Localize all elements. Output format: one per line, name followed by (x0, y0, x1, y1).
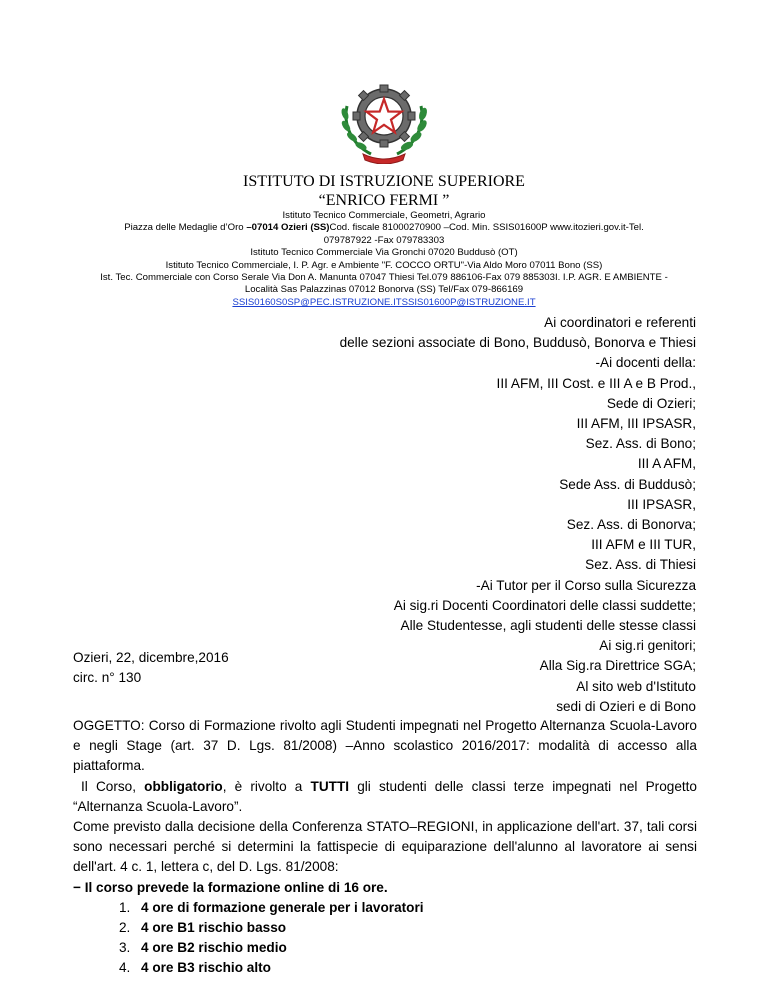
subject-paragraph: OGGETTO: Corso di Formazione rivolto agli Studenti impegnati nel Progetto Alternanza Scuola-Lavoro e negli Stage (art. 37 D. Lgs. 81/2008) –Anno scolastico 2016/2017: modalità di accesso alla piattaforma. (73, 718, 697, 774)
list-item: 1. 4 ore di formazione generale per i lavoratori (119, 899, 424, 915)
circular-number: circ. n° 130 (73, 670, 142, 686)
document-date: Ozieri, 22, dicembre,2016 (73, 650, 229, 665)
institute-name: “ENRICO FERMI ” (318, 192, 450, 209)
header-line-2: Piazza delle Medaglie d’Oro –07014 Ozieri (SS)Cod. fiscale 81000270900 –Cod. Min. SSIS01600P www.itozieri.gov.it-Tel. (124, 222, 644, 234)
header-line-4: Istituto Tecnico Commerciale Via Gronchi 07020 Buddusò (OT) (250, 247, 518, 259)
header-line-3: 079787922 -Fax 079783303 (323, 234, 445, 246)
course-modules-list (73, 898, 697, 979)
recipient-line: Ai sig.ri genitori; (599, 638, 696, 654)
letterhead (0, 172, 768, 309)
recipient-line: Alla Sig.ra Direttrice SGA; (539, 658, 696, 674)
recipient-line: Ai coordinatori e referenti (544, 315, 696, 330)
recipient-line: III AFM, III Cost. e III A e B Prod., (496, 375, 696, 391)
header-line-1: Istituto Tecnico Commerciale, Geometri, Agrario (282, 210, 486, 221)
header-line-6: Ist. Tec. Commerciale con Corso Serale Via Don A. Manunta 07047 Thiesi Tel.079 886106-Fax 079 885303I. I.P. AGR. E AMBIENTE - (100, 272, 668, 284)
paragraph-hours: − Il corso prevede la formazione online di 16 ore. (73, 879, 388, 895)
recipient-line: -Ai Tutor per il Corso sulla Sicurezza (476, 577, 696, 593)
email-link[interactable]: SSIS0160S0SP@PEC.ISTRUZIONE.ITSSIS01600P@ISTRUZIONE.IT (232, 296, 536, 308)
recipient-line: Al sito web d'Istituto (576, 678, 696, 694)
paragraph-course: Il Corso, obbligatorio, è rivolto a TUTTI gli studenti delle classi terze impegnati nel Progetto “Alternanza Scuola-Lavoro”. (73, 778, 697, 814)
recipients-list (340, 313, 696, 717)
recipient-line: Sez. Ass. di Bono; (585, 436, 696, 452)
document-meta (73, 648, 229, 688)
recipient-line: Sede di Ozieri; (606, 395, 696, 411)
header-line-5: Istituto Tecnico Commerciale, I. P. Agr. e Ambiente "F. COCCO ORTU"-Via Aldo Moro 07011 Bono (SS) (165, 259, 603, 271)
recipient-line: Ai sig.ri Docenti Coordinatori delle classi suddette; (393, 597, 696, 613)
recipient-line: Sede Ass. di Buddusò; (559, 476, 696, 492)
institute-title: ISTITUTO DI ISTRUZIONE SUPERIORE (243, 173, 525, 190)
recipient-line: Alle Studentesse, agli studenti delle stesse classi (400, 618, 696, 634)
list-item: 2. 4 ore B1 rischio basso (119, 920, 287, 936)
list-item: 4. 4 ore B3 rischio alto (119, 960, 271, 976)
recipient-line: Sez. Ass. di Thiesi (585, 557, 696, 573)
recipient-line: III A AFM, (637, 456, 696, 472)
document-body (73, 716, 697, 979)
recipient-line: III AFM, III IPSASR, (576, 416, 696, 432)
republic-emblem-icon (333, 72, 435, 164)
recipient-line: delle sezioni associate di Bono, Buddusò, Bonorva e Thiesi (339, 335, 696, 351)
recipient-line: -Ai docenti della: (595, 355, 696, 371)
recipient-line: III IPSASR, (627, 496, 696, 512)
recipient-line: Sez. Ass. di Bonorva; (566, 517, 696, 533)
header-line-7: Località Sas Palazzinas 07012 Bonorva (SS) Tel/Fax 079-866169 (244, 284, 524, 296)
list-item: 3. 4 ore B2 rischio medio (119, 940, 287, 956)
paragraph-conference: Come previsto dalla decisione della Conferenza STATO–REGIONI, in applicazione dell'art. 37, tali corsi sono necessari perché si determini la fattispecie di equiparazione dell'alunno al lavoratore ai sensi dell'art. 4 c. 1, lettera c, del D. Lgs. 81/2008: (73, 819, 697, 875)
recipient-line: III AFM e III TUR, (591, 537, 696, 553)
recipient-line: sedi di Ozieri e di Bono (556, 698, 696, 714)
